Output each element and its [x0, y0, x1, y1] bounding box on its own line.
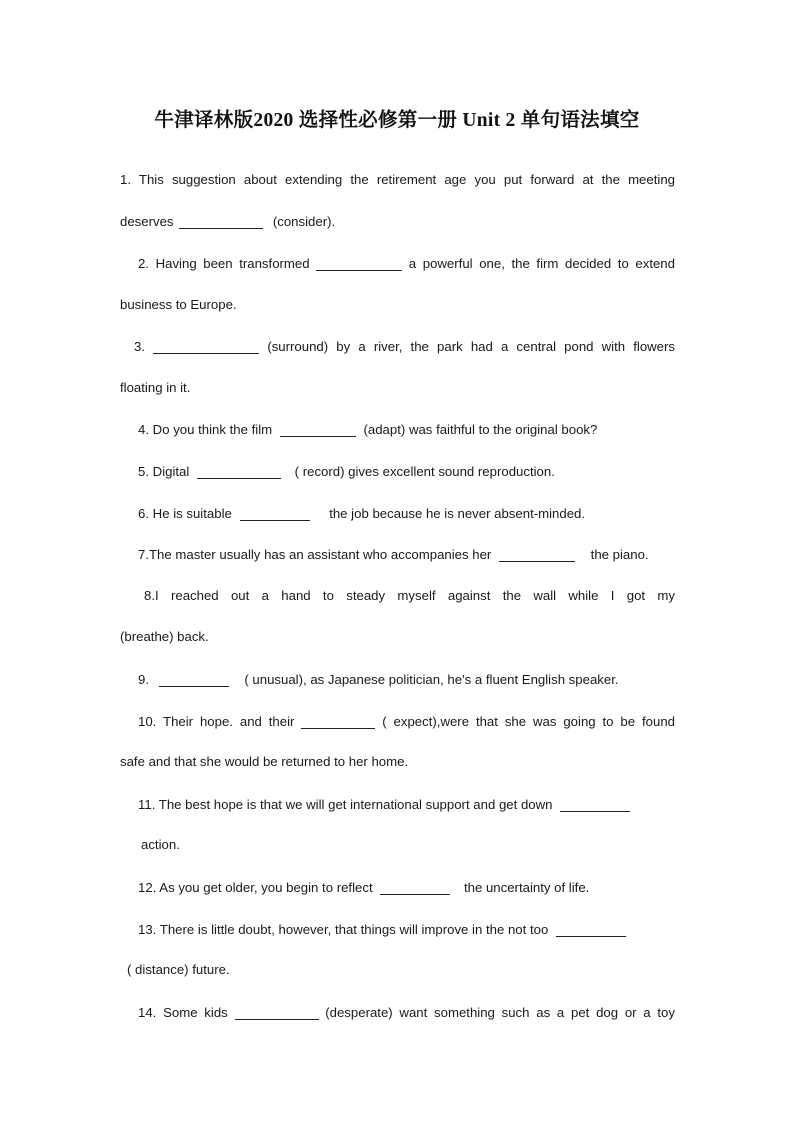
- question-number: 5.: [138, 464, 149, 479]
- page-title: 牛津译林版2020 选择性必修第一册 Unit 2 单句语法填空: [154, 110, 640, 131]
- answer-blank[interactable]: [153, 339, 259, 354]
- answer-blank[interactable]: [280, 422, 356, 437]
- question-number: 4.: [138, 422, 149, 437]
- question-number: 6.: [138, 506, 149, 521]
- question-text: a powerful one, the firm decided to extend: [408, 256, 675, 271]
- question-number: 11.: [138, 797, 156, 812]
- answer-blank[interactable]: [301, 714, 375, 729]
- answer-blank[interactable]: [556, 922, 626, 937]
- question-number: 7.: [138, 547, 149, 562]
- answer-blank[interactable]: [197, 464, 281, 479]
- question-hint: (surround) by a river, the park had a central pond with flowers: [267, 339, 675, 354]
- question-number: 9.: [138, 672, 149, 687]
- answer-blank[interactable]: [179, 214, 263, 229]
- question-9: [138, 672, 619, 687]
- question-number: 1.: [120, 172, 131, 187]
- question-12: [138, 880, 589, 895]
- answer-blank[interactable]: [159, 672, 229, 687]
- question-number: 8.: [144, 588, 155, 603]
- question-number: 13.: [138, 922, 157, 937]
- question-3: [120, 339, 675, 354]
- answer-blank[interactable]: [499, 547, 575, 562]
- answer-blank[interactable]: [240, 506, 310, 521]
- question-2-continuation: business to Europe.: [120, 297, 237, 312]
- question-number: 3.: [134, 339, 145, 354]
- question-hint: (consider).: [272, 214, 336, 229]
- question-text: the uncertainty of life.: [463, 880, 590, 895]
- question-text: deserves: [120, 214, 174, 229]
- answer-blank[interactable]: [380, 880, 450, 895]
- question-hint: (adapt) was faithful to the original book?: [363, 422, 598, 437]
- question-11-continuation: action.: [141, 837, 180, 852]
- question-10: [120, 714, 675, 729]
- question-hint: ( record) gives excellent sound reproduction.: [294, 464, 555, 479]
- question-3-continuation: floating in it.: [120, 380, 191, 395]
- question-text: Having been transformed: [155, 256, 310, 271]
- question-number: 10.: [138, 714, 157, 729]
- question-hint: (desperate) want something such as a pet dog or a toy: [325, 1005, 675, 1020]
- question-8: [120, 589, 675, 602]
- question-number: 14.: [138, 1005, 157, 1020]
- question-13: [138, 922, 626, 937]
- answer-blank[interactable]: [235, 1005, 319, 1020]
- answer-blank[interactable]: [316, 256, 402, 271]
- question-text: Some kids: [163, 1005, 228, 1020]
- question-6: [138, 506, 585, 521]
- question-13-continuation: ( distance) future.: [127, 962, 230, 977]
- question-text: Do you think the film: [152, 422, 273, 437]
- question-8-continuation: (breathe) back.: [120, 629, 209, 644]
- question-text: This suggestion about extending the retirement age you put forward at the meeting: [138, 172, 675, 187]
- question-1-continuation: [120, 214, 335, 229]
- question-text: I reached out a hand to steady myself against the wall while I got my: [155, 588, 675, 603]
- question-text: There is little doubt, however, that things will improve in the not too: [159, 922, 549, 937]
- question-text: the job because he is never absent-minded.: [329, 506, 586, 521]
- answer-blank[interactable]: [560, 797, 630, 812]
- question-7: [138, 547, 649, 562]
- question-hint: ( expect),were that she was going to be found: [382, 714, 675, 729]
- question-14: [120, 1005, 675, 1020]
- question-number: 12.: [138, 880, 157, 895]
- question-5: [138, 464, 555, 479]
- question-2: [120, 256, 675, 271]
- question-11: [138, 797, 630, 812]
- question-10-continuation: safe and that she would be returned to her home.: [120, 754, 409, 769]
- question-text: The master usually has an assistant who accompanies her: [149, 547, 492, 562]
- question-number: 2.: [138, 256, 149, 271]
- question-text: Digital: [152, 464, 190, 479]
- question-text: Their hope. and their: [163, 714, 295, 729]
- question-text: As you get older, you begin to reflect: [159, 880, 373, 895]
- question-text: He is suitable: [152, 506, 232, 521]
- question-text: the piano.: [590, 547, 649, 562]
- question-hint: ( unusual), as Japanese politician, he's a fluent English speaker.: [244, 672, 619, 687]
- question-text: The best hope is that we will get international support and get down: [158, 797, 553, 812]
- question-1: [120, 173, 675, 186]
- question-4: [138, 422, 597, 437]
